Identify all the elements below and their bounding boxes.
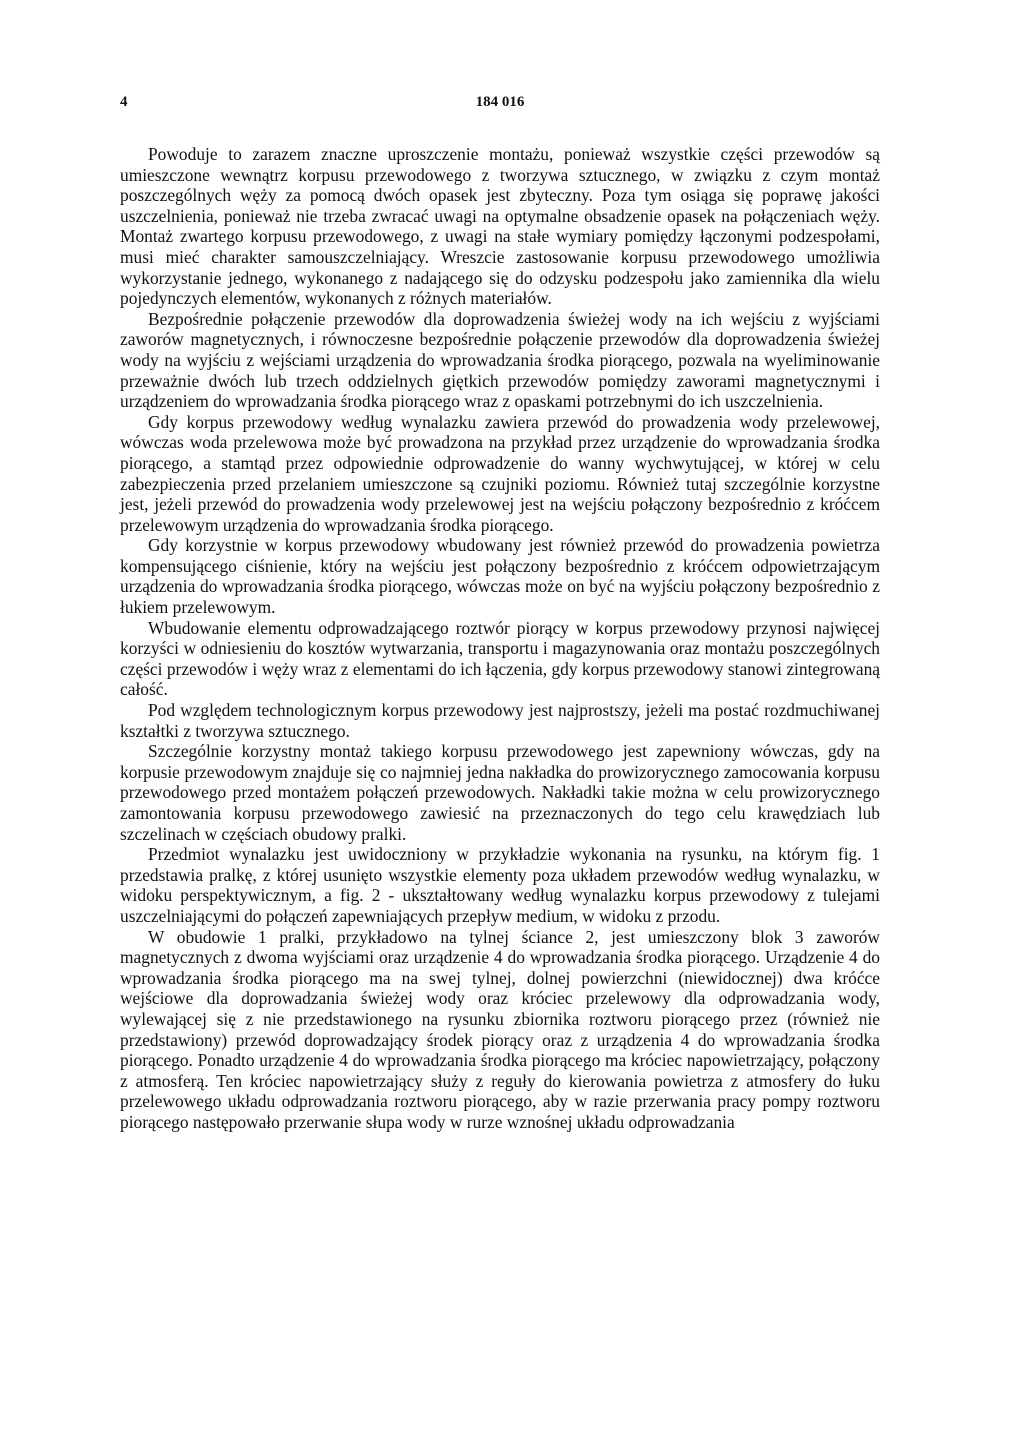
paragraph: Przedmiot wynalazku jest uwidoczniony w przykładzie wykonania na rysunku, na którym fig. 1 przedstawia pralkę, z której usunięto wszystkie elementy poza układem przewodów według wynalazku, w widoku perspektywicznym, a fig. 2 - ukształtowany według wynalazku korpus przewodowy z tulejami uszczelniającymi do połączeń zapewniających przepływ medium, w widoku z przodu. [120, 844, 880, 926]
document-page [120, 0, 880, 1448]
paragraph: W obudowie 1 pralki, przykładowo na tylnej ściance 2, jest umieszczony blok 3 zaworów magnetycznych z dwoma wyjściami oraz urządzenie 4 do wprowadzania środka piorącego. Urządzenie 4 do wprowadzania środka piorącego ma na swej tylnej, dolnej powierzchni (niewidocznej) dwa króćce wejściowe dla doprowadzania świeżej wody oraz króciec przelewowy dla odprowadzania wody, wylewającej się z nie przedstawionego na rysunku zbiornika roztworu piorącego przez (również nie przedstawiony) przewód doprowadzający środek piorący oraz z urządzenia 4 do wprowadzania środka piorącego. Ponadto urządzenie 4 do wprowadzania środka piorącego ma króciec napowietrzający, połączony z atmosferą. Ten króciec napowietrzający służy z reguły do kierowania powietrza z atmosfery do łuku przelewowego układu odprowadzania roztworu piorącego, aby w razie przerwania pracy pompy roztworu piorącego następowało przerwanie słupa wody w rurze wznośnej układu odprowadzania [120, 926, 880, 1132]
paragraph: Bezpośrednie połączenie przewodów dla doprowadzenia świeżej wody na ich wejściu z wyjściami zaworów magnetycznych, i równoczesne bezpośrednie połączenie przewodów dla doprowadzenia świeżej wody na wyjściu z wejściami urządzenia do wprowadzania środka piorącego, pozwala na wyeliminowanie przeważnie dwóch lub trzech oddzielnych giętkich przewodów pomiędzy zaworami magnetycznymi i urządzeniem do wprowadzania środka piorącego wraz z opaskami potrzebnymi do ich uszczelnienia. [120, 308, 880, 412]
body-text [120, 144, 880, 1133]
paragraph: Powoduje to zarazem znaczne uproszczenie montażu, ponieważ wszystkie części przewodów są umieszczone wewnątrz korpusu przewodowego z tworzywa sztucznego, w związku z czym montaż poszczególnych węży za pomocą dwóch opasek jest zbyteczny. Poza tym osiąga się poprawę jakości uszczelnienia, ponieważ nie trzeba zwracać uwagi na optymalne obsadzenie opasek na połączeniach węży. Montaż zwartego korpusu przewodowego, z uwagi na stałe wymiary pomiędzy łączonymi podzespołami, musi mieć charakter samouszczelniający. Wreszcie zastosowanie korpusu przewodowego umożliwia wykorzystanie jednego, wykonanego z nadającego się do odzysku podzespołu jako zamiennika dla wielu pojedynczych elementów, wykonanych z różnych materiałów. [120, 144, 880, 309]
paragraph: Pod względem technologicznym korpus przewodowy jest najprostszy, jeżeli ma postać rozdmuchiwanej kształtki z tworzywa sztucznego. [120, 700, 880, 741]
paragraph: Szczególnie korzystny montaż takiego korpusu przewodowego jest zapewniony wówczas, gdy na korpusie przewodowym znajduje się co najmniej jedna nakładka do prowizorycznego zamocowania korpusu przewodowego przed montażem połączeń przewodowych. Nakładki takie można w celu prowizorycznego zamontowania korpusu przewodowego zawiesić na przeznaczonych do tego celu krawędziach lub szczelinach w częściach obudowy pralki. [120, 741, 880, 844]
page-number: 4 [120, 94, 128, 110]
paragraph: Wbudowanie elementu odprowadzającego roztwór piorący w korpus przewodowy przynosi najwięcej korzyści w odniesieniu do kosztów wytwarzania, transportu i magazynowania oraz montażu poszczególnych części przewodów i węży wraz z elementami do ich łączenia, gdy korpus przewodowy stanowi zintegrowaną całość. [120, 617, 880, 700]
page-header [120, 94, 880, 118]
document-number: 184 016 [475, 94, 525, 110]
paragraph: Gdy korzystnie w korpus przewodowy wbudowany jest również przewód do prowadzenia powietrza kompensującego ciśnienie, który na wejściu jest połączony bezpośrednio z króćcem odpowietrzającym urządzenia do wprowadzania środka piorącego, wówczas może on być na wyjściu połączony bezpośrednio z łukiem przelewowym. [120, 535, 880, 618]
paragraph: Gdy korpus przewodowy według wynalazku zawiera przewód do prowadzenia wody przelewowej, wówczas woda przelewowa może być prowadzona na przykład przez urządzenie do wprowadzania środka piorącego, a stamtąd przez odpowiednie odprowadzenie do wanny wychwytującej, w której w celu zabezpieczenia przed przelaniem umieszczone są czujniki poziomu. Również tutaj szczególnie korzystne jest, jeżeli przewód do prowadzenia wody przelewowej jest na wejściu połączony bezpośrednio z króćcem przelewowym urządzenia do wprowadzania środka piorącego. [120, 411, 880, 535]
